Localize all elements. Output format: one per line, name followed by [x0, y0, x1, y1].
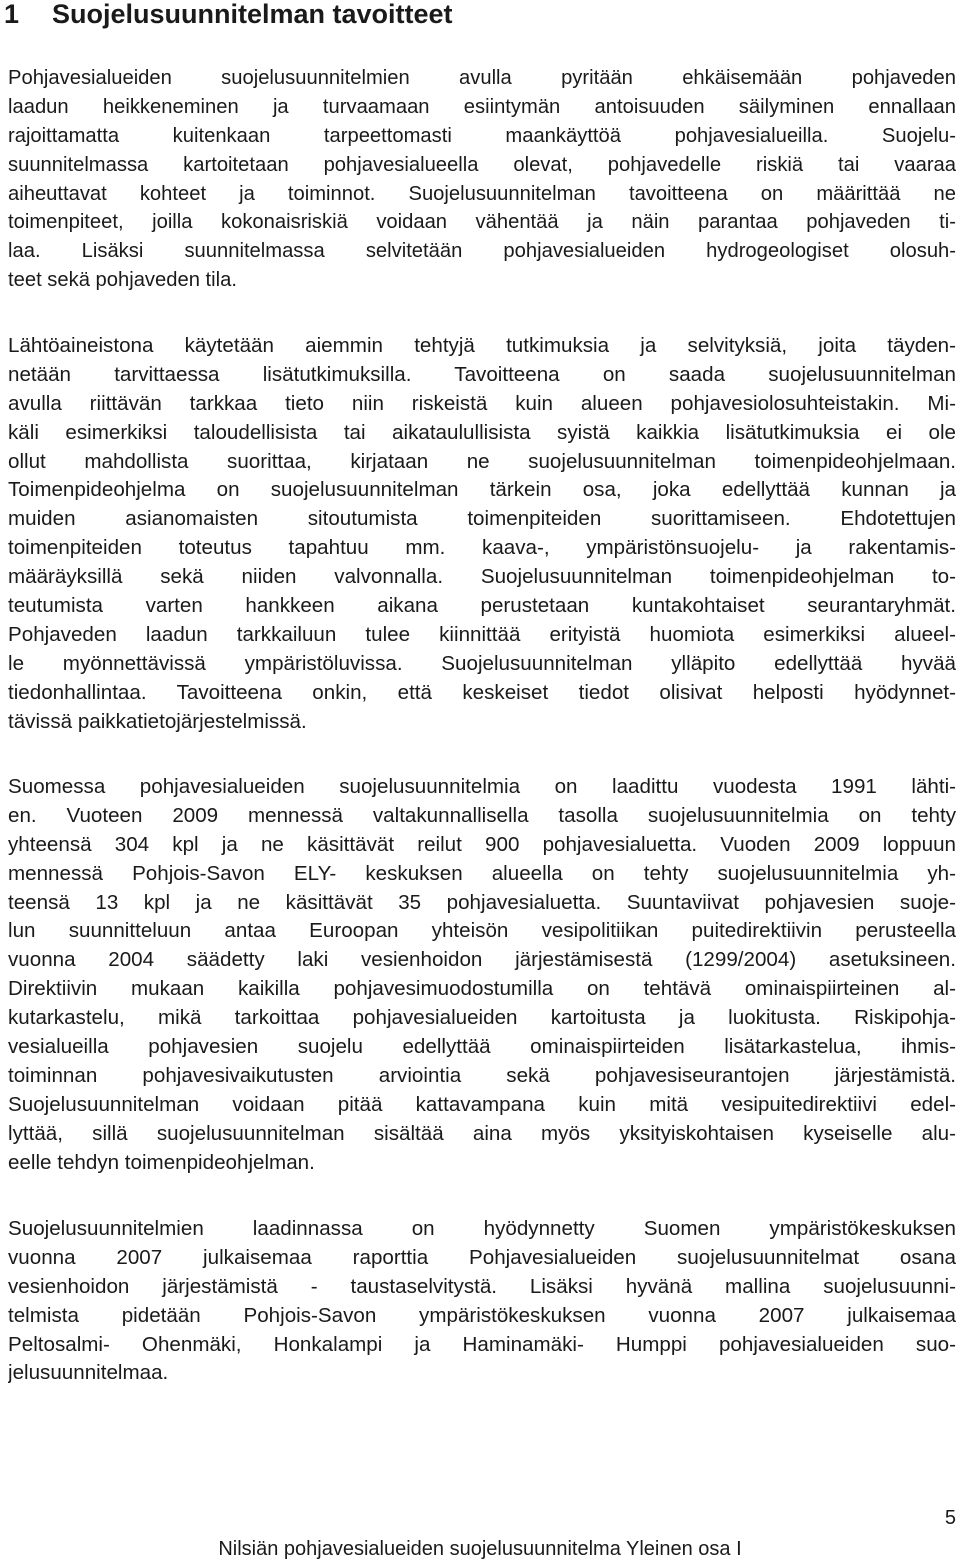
paragraph-3 — [8, 773, 956, 1177]
text-line: laadun heikkeneminen ja turvaamaan esiintymän antoisuuden säilyminen ennallaan — [8, 95, 956, 118]
text-line: ollut mahdollista suorittaa, kirjataan ne suojelusuunnitelman toimenpideohjelmaan. — [8, 449, 956, 473]
paragraph-2 — [8, 332, 956, 736]
text-line: vesialueilla pohjavesien suojelu edellyttää ominaispiirteiden lisätarkastelua, ihmis- — [8, 1035, 956, 1059]
page-footer: Nilsiän pohjavesialueiden suojelusuunnitelma Yleinen osa I — [218, 1538, 742, 1560]
text-line: käli esimerkiksi taloudellisista tai aikataulullisista syistä kaikkia lisätutkimuksia ei ole — [8, 420, 956, 444]
text-line: Peltosalmi- Ohenmäki, Honkalampi ja Haminamäki- Humppi pohjavesialueiden suo- — [8, 1332, 956, 1356]
text-line: muiden asianomaisten sitoutumista toimenpiteiden suorittamiseen. Ehdotettujen — [8, 507, 956, 531]
text-line: tävissä paikkatietojärjestelmissä. — [8, 709, 307, 733]
text-line: le myönnettävissä ympäristöluvissa. Suojelusuunnitelman ylläpito edellyttää hyvää — [8, 651, 956, 675]
text-line: vuonna 2004 säädetty laki vesienhoidon järjestämisestä (1299/2004) asetuksineen. — [8, 948, 956, 972]
text-line: mennessä Pohjois-Savon ELY- keskuksen alueella on tehty suojelusuunnitelmia yh- — [8, 861, 956, 885]
text-line: teet sekä pohjaveden tila. — [8, 269, 237, 292]
text-line: lun suunnitteluun antaa Euroopan yhteisön vesipolitiikan puitedirektiivin perusteella — [8, 919, 956, 943]
section-heading — [0, 0, 453, 30]
text-line: laa. Lisäksi suunnitelmassa selvitetään pohjavesialueiden hydrogeologiset olosuh- — [8, 240, 956, 263]
text-line: vesienhoidon järjestämistä - taustaselvitystä. Lisäksi hyvänä mallina suojelusuunni- — [8, 1274, 956, 1298]
text-line: aiheuttavat kohteet ja toiminnot. Suojelusuunnitelman tavoitteena on määrittää ne — [8, 182, 956, 205]
paragraph-4 — [8, 1215, 956, 1388]
text-line: kutarkastelu, mikä tarkoittaa pohjavesialueiden kartoitusta ja luokitusta. Riskipohja- — [8, 1006, 956, 1030]
text-line: tiedonhallintaa. Tavoitteena onkin, että keskeiset tiedot olisivat helposti hyödynnet- — [8, 680, 956, 704]
text-line: teutumista varten hankkeen aikana perustetaan kuntakohtaiset seurantaryhmät. — [8, 594, 956, 618]
text-line: suunnitelmassa kartoitetaan pohjavesialueella olevat, pohjavedelle riskiä tai vaaraa — [8, 153, 956, 176]
text-line: Lähtöaineistona käytetään aiemmin tehtyjä tutkimuksia ja selvityksiä, joita täyden- — [8, 334, 956, 357]
text-line: toimenpiteet, joilla kokonaisriskiä voidaan vähentää ja näin parantaa pohjaveden ti- — [8, 211, 956, 234]
text-line: eelle tehdyn toimenpideohjelman. — [8, 1150, 315, 1174]
text-line: Suojelusuunnitelmien laadinnassa on hyödynnetty Suomen ympäristökeskuksen — [8, 1217, 956, 1240]
page-number: 5 — [944, 1507, 956, 1529]
paragraph-1 — [8, 64, 956, 295]
text-line: Toimenpideohjelma on suojelusuunnitelman tärkein osa, joka edellyttää kunnan ja — [8, 478, 956, 502]
text-line: toimenpiteiden toteutus tapahtuu mm. kaava-, ympäristönsuojelu- ja rakentamis- — [8, 536, 956, 560]
text-line: jelusuunnitelmaa. — [8, 1361, 169, 1385]
text-line: Pohjaveden laadun tarkkailuun tulee kiinnittää erityistä huomiota esimerkiksi alueel- — [8, 622, 956, 646]
section-number: 1 — [4, 0, 20, 29]
section-title: Suojelusuunnitelman tavoitteet — [52, 0, 453, 29]
text-line: yhteensä 304 kpl ja ne käsittävät reilut 900 pohjavesialuetta. Vuoden 2009 loppuun — [8, 832, 956, 856]
text-line: määräyksillä sekä niiden valvonnalla. Suojelusuunnitelman toimenpideohjelman to- — [8, 565, 956, 589]
text-line: Pohjavesialueiden suojelusuunnitelmien avulla pyritään ehkäisemään pohjaveden — [8, 67, 956, 89]
text-line: Suomessa pohjavesialueiden suojelusuunnitelmia on laadittu vuodesta 1991 lähti- — [8, 775, 956, 798]
text-line: telmista pidetään Pohjois-Savon ympäristökeskuksen vuonna 2007 julkaisemaa — [8, 1303, 956, 1327]
text-line: teensä 13 kpl ja ne käsittävät 35 pohjavesialuetta. Suuntaviivat pohjavesien suoje- — [8, 890, 956, 914]
text-line: toiminnan pohjavesivaikutusten arviointia sekä pohjavesiseurantojen järjestämistä. — [8, 1063, 956, 1087]
text-line: netään tarvittaessa lisätutkimuksilla. Tavoitteena on saada suojelusuunnitelman — [8, 362, 956, 386]
text-line: lyttää, sillä suojelusuunnitelman sisältää aina myös yksityiskohtaisen kyseiselle alu- — [8, 1121, 956, 1145]
text-line: vuonna 2007 julkaisemaa raporttia Pohjavesialueiden suojelusuunnitelmat osana — [8, 1245, 956, 1269]
text-line: avulla riittävän tarkkaa tieto niin riskeistä kuin alueen pohjavesiolosuhteistakin. Mi- — [8, 391, 956, 415]
text-line: rajoittamatta kuitenkaan tarpeettomasti maankäyttöä pohjavesialueilla. Suojelu- — [8, 124, 956, 147]
text-line: Direktiivin mukaan kaikilla pohjavesimuodostumilla on tehtävä ominaispiirteinen al- — [8, 977, 956, 1001]
text-line: Suojelusuunnitelman voidaan pitää kattavampana kuin mitä vesipuitedirektiivi edel- — [8, 1092, 956, 1116]
text-line: en. Vuoteen 2009 mennessä valtakunnallisella tasolla suojelusuunnitelmia on tehty — [8, 803, 956, 827]
